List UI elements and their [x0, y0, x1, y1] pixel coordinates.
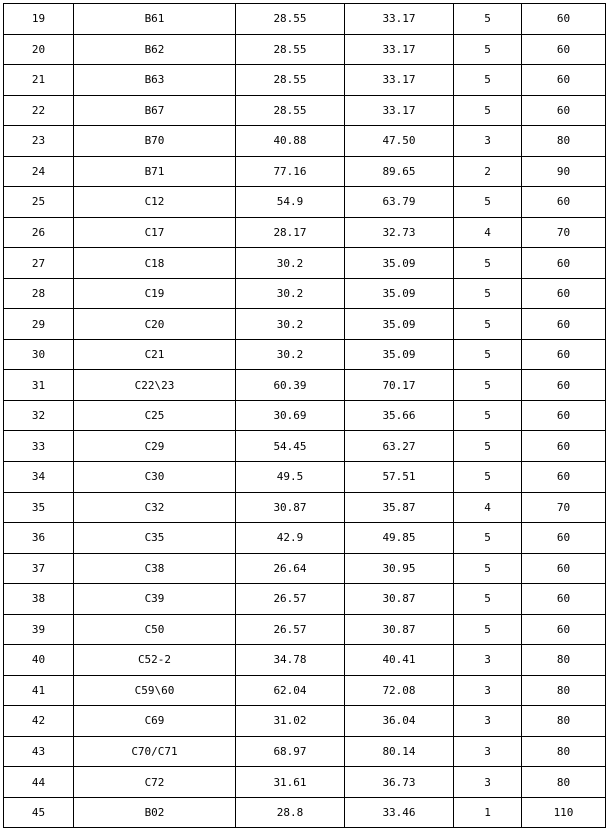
amount-cell: 80	[522, 645, 606, 676]
table-row	[4, 309, 606, 340]
table-row	[4, 217, 606, 248]
value-b-cell: 32.73	[345, 217, 454, 248]
count-cell: 5	[454, 614, 522, 645]
table-row	[4, 736, 606, 767]
amount-cell: 80	[522, 126, 606, 157]
table-row	[4, 370, 606, 401]
value-a-cell: 26.57	[236, 614, 345, 645]
amount-cell: 70	[522, 492, 606, 523]
amount-cell: 60	[522, 370, 606, 401]
code-cell: C52-2	[74, 645, 236, 676]
value-a-cell: 54.45	[236, 431, 345, 462]
value-a-cell: 54.9	[236, 187, 345, 218]
value-b-cell: 33.17	[345, 65, 454, 96]
value-b-cell: 30.87	[345, 614, 454, 645]
table-row	[4, 797, 606, 828]
amount-cell: 60	[522, 523, 606, 554]
amount-cell: 70	[522, 217, 606, 248]
row-number-cell: 30	[4, 339, 74, 370]
value-a-cell: 26.64	[236, 553, 345, 584]
amount-cell: 60	[522, 309, 606, 340]
row-number-cell: 36	[4, 523, 74, 554]
code-cell: C72	[74, 767, 236, 798]
code-cell: C18	[74, 248, 236, 279]
value-a-cell: 28.55	[236, 95, 345, 126]
row-number-cell: 37	[4, 553, 74, 584]
code-cell: B62	[74, 34, 236, 65]
row-number-cell: 23	[4, 126, 74, 157]
table-row	[4, 339, 606, 370]
amount-cell: 60	[522, 65, 606, 96]
code-cell: C20	[74, 309, 236, 340]
value-a-cell: 31.02	[236, 706, 345, 737]
amount-cell: 60	[522, 553, 606, 584]
table-row	[4, 156, 606, 187]
table-row	[4, 400, 606, 431]
row-number-cell: 20	[4, 34, 74, 65]
amount-cell: 60	[522, 248, 606, 279]
value-b-cell: 30.95	[345, 553, 454, 584]
code-cell: C69	[74, 706, 236, 737]
amount-cell: 60	[522, 461, 606, 492]
value-a-cell: 31.61	[236, 767, 345, 798]
code-cell: C19	[74, 278, 236, 309]
value-b-cell: 49.85	[345, 523, 454, 554]
code-cell: C70/C71	[74, 736, 236, 767]
count-cell: 5	[454, 95, 522, 126]
value-b-cell: 33.17	[345, 95, 454, 126]
code-cell: B71	[74, 156, 236, 187]
amount-cell: 80	[522, 675, 606, 706]
code-cell: C35	[74, 523, 236, 554]
row-number-cell: 44	[4, 767, 74, 798]
amount-cell: 60	[522, 95, 606, 126]
value-b-cell: 70.17	[345, 370, 454, 401]
row-number-cell: 33	[4, 431, 74, 462]
amount-cell: 80	[522, 736, 606, 767]
value-a-cell: 30.2	[236, 248, 345, 279]
value-b-cell: 35.09	[345, 309, 454, 340]
value-a-cell: 30.2	[236, 309, 345, 340]
count-cell: 5	[454, 370, 522, 401]
code-cell: B70	[74, 126, 236, 157]
value-b-cell: 47.50	[345, 126, 454, 157]
row-number-cell: 19	[4, 4, 74, 35]
table-row	[4, 675, 606, 706]
count-cell: 5	[454, 553, 522, 584]
value-b-cell: 63.79	[345, 187, 454, 218]
value-a-cell: 77.16	[236, 156, 345, 187]
count-cell: 5	[454, 309, 522, 340]
count-cell: 5	[454, 4, 522, 35]
value-a-cell: 42.9	[236, 523, 345, 554]
table-row	[4, 126, 606, 157]
count-cell: 2	[454, 156, 522, 187]
table-body	[4, 4, 606, 828]
count-cell: 5	[454, 431, 522, 462]
row-number-cell: 28	[4, 278, 74, 309]
row-number-cell: 34	[4, 461, 74, 492]
amount-cell: 60	[522, 400, 606, 431]
code-cell: B02	[74, 797, 236, 828]
table-row	[4, 4, 606, 35]
code-cell: C21	[74, 339, 236, 370]
row-number-cell: 45	[4, 797, 74, 828]
code-cell: C30	[74, 461, 236, 492]
value-b-cell: 40.41	[345, 645, 454, 676]
value-a-cell: 26.57	[236, 584, 345, 615]
count-cell: 3	[454, 126, 522, 157]
value-b-cell: 72.08	[345, 675, 454, 706]
code-cell: C59\60	[74, 675, 236, 706]
value-b-cell: 36.73	[345, 767, 454, 798]
value-a-cell: 68.97	[236, 736, 345, 767]
row-number-cell: 41	[4, 675, 74, 706]
count-cell: 5	[454, 278, 522, 309]
count-cell: 5	[454, 248, 522, 279]
value-b-cell: 35.66	[345, 400, 454, 431]
row-number-cell: 42	[4, 706, 74, 737]
value-b-cell: 35.87	[345, 492, 454, 523]
amount-cell: 60	[522, 614, 606, 645]
table-row	[4, 34, 606, 65]
count-cell: 5	[454, 523, 522, 554]
value-b-cell: 63.27	[345, 431, 454, 462]
table-row	[4, 278, 606, 309]
row-number-cell: 25	[4, 187, 74, 218]
count-cell: 5	[454, 584, 522, 615]
value-a-cell: 30.2	[236, 339, 345, 370]
code-cell: C12	[74, 187, 236, 218]
table-row	[4, 553, 606, 584]
value-a-cell: 30.69	[236, 400, 345, 431]
code-cell: B61	[74, 4, 236, 35]
amount-cell: 60	[522, 339, 606, 370]
value-a-cell: 62.04	[236, 675, 345, 706]
table-row	[4, 523, 606, 554]
table-row	[4, 645, 606, 676]
row-number-cell: 35	[4, 492, 74, 523]
row-number-cell: 24	[4, 156, 74, 187]
code-cell: C38	[74, 553, 236, 584]
table-row	[4, 492, 606, 523]
count-cell: 3	[454, 645, 522, 676]
value-a-cell: 30.87	[236, 492, 345, 523]
count-cell: 3	[454, 675, 522, 706]
table-row	[4, 95, 606, 126]
count-cell: 1	[454, 797, 522, 828]
value-a-cell: 40.88	[236, 126, 345, 157]
value-b-cell: 89.65	[345, 156, 454, 187]
value-b-cell: 80.14	[345, 736, 454, 767]
table-row	[4, 187, 606, 218]
count-cell: 4	[454, 217, 522, 248]
value-a-cell: 60.39	[236, 370, 345, 401]
count-cell: 5	[454, 65, 522, 96]
row-number-cell: 40	[4, 645, 74, 676]
code-cell: C17	[74, 217, 236, 248]
code-cell: C50	[74, 614, 236, 645]
count-cell: 3	[454, 706, 522, 737]
count-cell: 5	[454, 400, 522, 431]
count-cell: 5	[454, 187, 522, 218]
value-a-cell: 34.78	[236, 645, 345, 676]
row-number-cell: 31	[4, 370, 74, 401]
table-row	[4, 431, 606, 462]
amount-cell: 80	[522, 767, 606, 798]
data-table	[3, 3, 606, 828]
value-a-cell: 28.55	[236, 4, 345, 35]
code-cell: C25	[74, 400, 236, 431]
value-b-cell: 35.09	[345, 278, 454, 309]
value-b-cell: 30.87	[345, 584, 454, 615]
value-a-cell: 30.2	[236, 278, 345, 309]
table-row	[4, 706, 606, 737]
row-number-cell: 43	[4, 736, 74, 767]
value-a-cell: 28.17	[236, 217, 345, 248]
row-number-cell: 27	[4, 248, 74, 279]
table-row	[4, 65, 606, 96]
amount-cell: 90	[522, 156, 606, 187]
value-b-cell: 35.09	[345, 248, 454, 279]
value-a-cell: 28.55	[236, 65, 345, 96]
amount-cell: 110	[522, 797, 606, 828]
value-b-cell: 36.04	[345, 706, 454, 737]
row-number-cell: 39	[4, 614, 74, 645]
amount-cell: 80	[522, 706, 606, 737]
amount-cell: 60	[522, 187, 606, 218]
row-number-cell: 22	[4, 95, 74, 126]
code-cell: B63	[74, 65, 236, 96]
amount-cell: 60	[522, 431, 606, 462]
amount-cell: 60	[522, 584, 606, 615]
count-cell: 3	[454, 736, 522, 767]
table-row	[4, 461, 606, 492]
count-cell: 4	[454, 492, 522, 523]
code-cell: C22\23	[74, 370, 236, 401]
count-cell: 5	[454, 34, 522, 65]
count-cell: 5	[454, 339, 522, 370]
count-cell: 5	[454, 461, 522, 492]
value-a-cell: 28.8	[236, 797, 345, 828]
value-b-cell: 35.09	[345, 339, 454, 370]
table-row	[4, 614, 606, 645]
code-cell: C29	[74, 431, 236, 462]
code-cell: C32	[74, 492, 236, 523]
amount-cell: 60	[522, 34, 606, 65]
value-b-cell: 33.17	[345, 4, 454, 35]
row-number-cell: 38	[4, 584, 74, 615]
value-a-cell: 28.55	[236, 34, 345, 65]
count-cell: 3	[454, 767, 522, 798]
row-number-cell: 29	[4, 309, 74, 340]
amount-cell: 60	[522, 278, 606, 309]
amount-cell: 60	[522, 4, 606, 35]
value-b-cell: 33.46	[345, 797, 454, 828]
table-row	[4, 248, 606, 279]
value-b-cell: 33.17	[345, 34, 454, 65]
code-cell: B67	[74, 95, 236, 126]
table-row	[4, 767, 606, 798]
value-b-cell: 57.51	[345, 461, 454, 492]
code-cell: C39	[74, 584, 236, 615]
table-row	[4, 584, 606, 615]
row-number-cell: 26	[4, 217, 74, 248]
row-number-cell: 21	[4, 65, 74, 96]
value-a-cell: 49.5	[236, 461, 345, 492]
row-number-cell: 32	[4, 400, 74, 431]
